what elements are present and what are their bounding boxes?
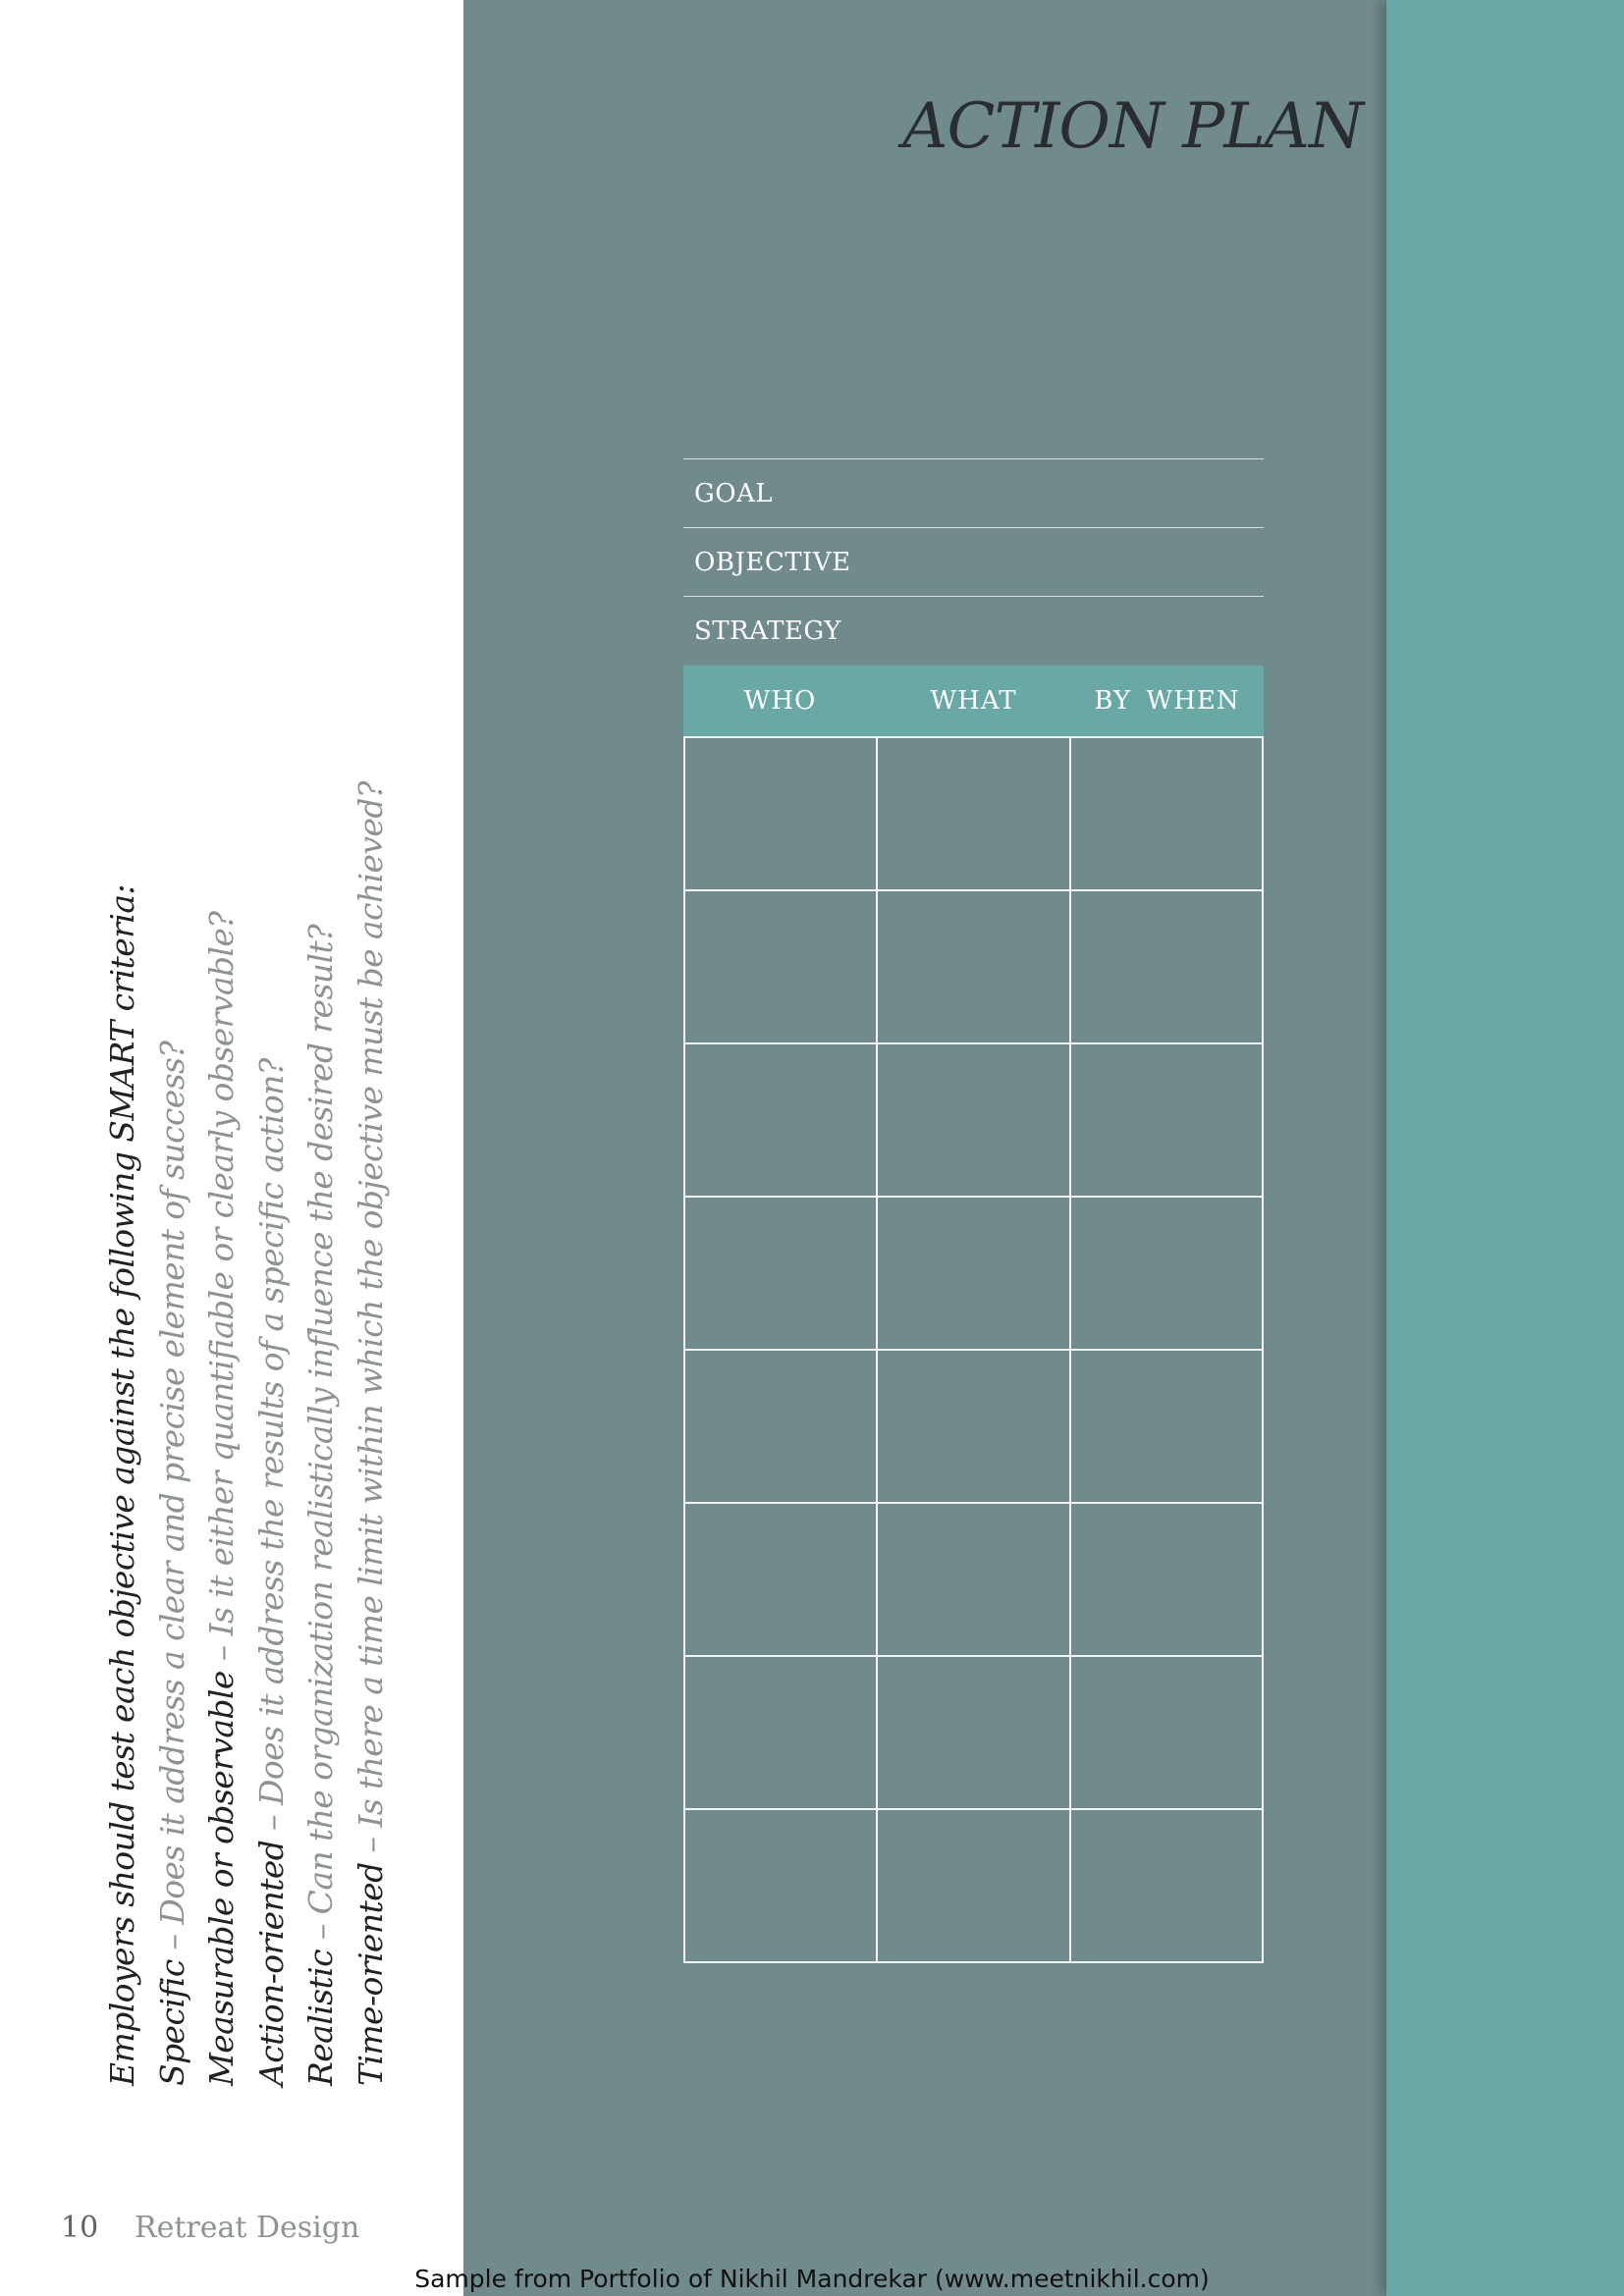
criterion-specific [148,692,198,2086]
criterion-realistic [297,692,347,2086]
objective-field[interactable]: OBJECTIVE [683,527,1264,596]
table-cell[interactable] [1070,1656,1263,1809]
criterion-description: – Does it address the results of a specific action? [251,1058,291,1841]
criterion-time-oriented [347,692,397,2086]
table-cell[interactable] [877,1197,1069,1350]
criterion-description: – Does it address a clear and precise element of success? [152,1041,191,1960]
table-row [684,1503,1263,1656]
column-header-by-when: BY WHEN [1094,686,1240,716]
table-cell[interactable] [1070,1043,1263,1197]
column-header-who: WHO [743,686,817,716]
strategy-field[interactable]: STRATEGY [683,596,1264,666]
criterion-term: Measurable or observable [202,1671,241,2086]
table-cell[interactable] [1070,737,1263,890]
table-cell[interactable] [877,1809,1069,1962]
section-name: Retreat Design [135,2211,360,2245]
table-cell[interactable] [684,1350,877,1503]
portfolio-footer-note: Sample from Portfolio of Nikhil Mandrekar (www.meetnikhil.com) [414,2265,1210,2293]
criterion-term: Time-oriented [351,1862,390,2086]
table-cell[interactable] [684,1503,877,1656]
criterion-description: – Can the organization realistically influence the desired result? [301,924,340,1949]
action-table-header [683,666,1264,736]
table-row [684,1197,1263,1350]
page-number: 10 [61,2211,99,2245]
table-row [684,1809,1263,1962]
table-cell[interactable] [684,1809,877,1962]
smart-intro: Employers should test each objective against the following SMART criteria: [103,884,141,2086]
table-cell[interactable] [877,1656,1069,1809]
goal-field[interactable]: GOAL [683,458,1264,527]
table-cell[interactable] [684,737,877,890]
table-cell[interactable] [1070,1503,1263,1656]
table-row [684,1656,1263,1809]
criterion-description: – Is there a time limit within which the objective must be achieved? [351,780,390,1863]
criterion-term: Action-oriented [251,1840,291,2086]
page-title: ACTION PLAN [902,90,1363,163]
action-table [683,736,1264,1963]
criterion-term: Realistic [301,1949,340,2086]
column-header-what: WHAT [930,686,1017,716]
table-row [684,890,1263,1043]
criterion-term: Specific [152,1959,191,2086]
criterion-action-oriented [247,692,298,2086]
table-cell[interactable] [1070,1809,1263,1962]
table-cell[interactable] [684,1656,877,1809]
table-cell[interactable] [684,1197,877,1350]
teal-edge-panel [1386,0,1624,2296]
table-row [684,1043,1263,1197]
table-cell[interactable] [877,737,1069,890]
table-cell[interactable] [684,890,877,1043]
table-cell[interactable] [877,1043,1069,1197]
table-cell[interactable] [1070,1197,1263,1350]
smart-criteria-text [98,692,396,2086]
table-cell[interactable] [1070,1350,1263,1503]
table-cell[interactable] [877,890,1069,1043]
table-row [684,1350,1263,1503]
table-cell[interactable] [684,1043,877,1197]
table-cell[interactable] [877,1503,1069,1656]
criterion-measurable [197,692,247,2086]
action-plan-form [683,458,1264,1963]
table-cell[interactable] [877,1350,1069,1503]
table-cell[interactable] [1070,890,1263,1043]
table-row [684,737,1263,890]
criterion-description: – Is it either quantifiable or clearly observable? [202,911,241,1672]
